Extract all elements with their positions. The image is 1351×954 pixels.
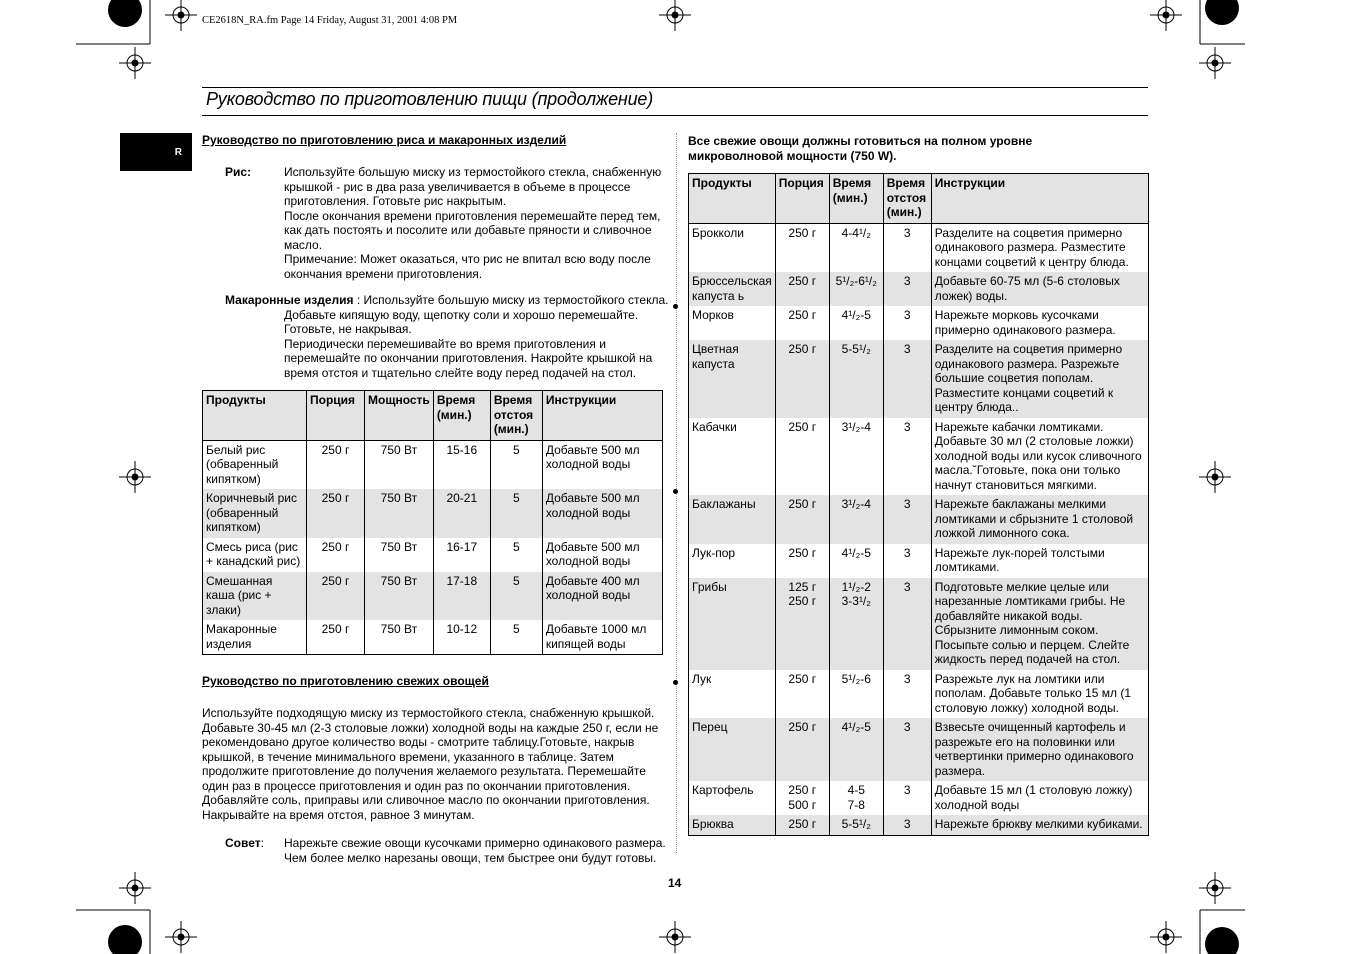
- table-cell: 250 г: [775, 340, 829, 418]
- bullet-dot: [673, 680, 678, 685]
- table-cell: 16-17: [433, 538, 490, 572]
- table-row: [203, 489, 663, 538]
- page-title: Руководство по приготовлению пищи (продолжение): [206, 89, 654, 109]
- table-row: [689, 544, 1149, 578]
- rice-table: [202, 390, 663, 655]
- table-cell: 5: [490, 538, 542, 572]
- table-cell: Грибы: [689, 578, 776, 670]
- column-header: Инструкции: [931, 174, 1148, 224]
- table-cell: 250 г: [775, 718, 829, 781]
- column-header: Мощность: [365, 391, 434, 441]
- table-cell: 250 г: [775, 815, 829, 835]
- table-cell: 4¹/₂-5: [829, 544, 883, 578]
- table-cell: Добавьте 500 мл холодной воды: [542, 538, 662, 572]
- tip-text: Нарежьте свежие овощи кусочками примерно одинакового размера. Чем более мелко нарезаны овощи, тем быстрее они будут готовы.: [284, 836, 666, 865]
- table-cell: 750 Вт: [365, 620, 434, 655]
- table-cell: 5: [490, 572, 542, 621]
- table-cell: 3: [883, 718, 931, 781]
- table-row: [689, 815, 1149, 835]
- table-cell: Добавьте 500 мл холодной воды: [542, 440, 662, 489]
- column-header: Порция: [307, 391, 365, 441]
- table-cell: 3: [883, 578, 931, 670]
- table-row: [689, 578, 1149, 670]
- table-cell: Цветная капуста: [689, 340, 776, 418]
- bullet-dot: [673, 489, 678, 494]
- table-cell: 3: [883, 306, 931, 340]
- table-cell: 17-18: [433, 572, 490, 621]
- table-cell: 3: [883, 544, 931, 578]
- table-cell: Смешанная каша (рис + злаки): [203, 572, 307, 621]
- table-cell: 3¹/₂-4: [829, 418, 883, 496]
- table-cell: 3: [883, 340, 931, 418]
- table-row: [203, 572, 663, 621]
- table-cell: 250 г: [775, 272, 829, 306]
- table-header-row: [689, 174, 1149, 224]
- table-cell: Нарежьте брюкву мелкими кубиками.: [931, 815, 1148, 835]
- table-cell: Морков: [689, 306, 776, 340]
- table-cell: 250 г 500 г: [775, 781, 829, 815]
- table-cell: 750 Вт: [365, 440, 434, 489]
- vegetables-text: Используйте подходящую миску из термостойкого стекла, снабженную крышкой. Добавьте 30-45 мл (2-3 столовые ложки) холодной воды на каждые 250 г, если не рекомендовано другое количество воды - смотрите таблицу.Готовьте, накрыв крышкой, в течение минимального времени, указанного в таблице. Затем продолжите приготовление до получения желаемого результата. Перемешайте один раз в процессе приготовления и один раз по окончании приготовления. Добавляйте соль, приправы или сливочное масло по окончании приготовления. Накрывайте на время отстоя, равное 3 минутам.: [202, 706, 659, 822]
- table-cell: 250 г: [307, 440, 365, 489]
- bullet-dot: [673, 304, 678, 309]
- table-cell: 5-5¹/₂: [829, 815, 883, 835]
- title-top-rule: [202, 87, 1148, 88]
- table-cell: 250 г: [775, 306, 829, 340]
- pasta-first-line: Макаронные изделия : Используйте большую миску из термостойкого стекла.: [225, 293, 669, 307]
- table-cell: 750 Вт: [365, 538, 434, 572]
- table-cell: 3: [883, 781, 931, 815]
- rice-heading: Руководство по приготовлению риса и макаронных изделий: [202, 133, 567, 147]
- table-cell: 3¹/₂-4: [829, 495, 883, 544]
- table-row: [689, 223, 1149, 272]
- column-header: Время отстоя (мин.): [883, 174, 931, 224]
- title-bottom-rule: [202, 115, 1148, 116]
- table-cell: 5: [490, 489, 542, 538]
- column-header: Время отстоя (мин.): [490, 391, 542, 441]
- vegetables-table: [688, 173, 1149, 836]
- table-row: [689, 306, 1149, 340]
- table-row: [689, 418, 1149, 496]
- table-row: [203, 538, 663, 572]
- table-cell: Нарежьте кабачки ломтиками. Добавьте 30 мл (2 столовые ложки) холодной воды или кусок сливочного масла.˘Готовьте, пока они только начнут становиться мягкими.: [931, 418, 1148, 496]
- table-cell: 3: [883, 272, 931, 306]
- column-header: Время (мин.): [433, 391, 490, 441]
- table-cell: 5-5¹/₂: [829, 340, 883, 418]
- table-row: [203, 620, 663, 655]
- table-cell: Нарежьте морковь кусочками примерно одинакового размера.: [931, 306, 1148, 340]
- table-cell: 4¹/₂-5: [829, 718, 883, 781]
- rice-text: Используйте большую миску из термостойкого стекла, снабженную крышкой - рис в два раза увеличивается в объеме в процессе приготовления. Готовьте рис накрытым. После окончания времени приготовления перемешайте перед тем, как дать постоять и посолите или добавьте пряности и сливочное масло. Примечание: Может оказаться, что рис не впитал всю воду после окончания времени приготовления.: [284, 165, 662, 281]
- table-cell: Нарежьте баклажаны мелкими ломтиками и сбрызните 1 столовой ложкой лимонного сока.: [931, 495, 1148, 544]
- table-row: [689, 670, 1149, 719]
- table-cell: Кабачки: [689, 418, 776, 496]
- vegetables-heading: Руководство по приготовлению свежих овощей: [202, 674, 489, 688]
- table-cell: 250 г: [307, 489, 365, 538]
- table-cell: 250 г: [775, 544, 829, 578]
- page-number: 14: [668, 876, 682, 890]
- column-header: Время (мин.): [829, 174, 883, 224]
- table-cell: Нарежьте лук-порей толстыми ломтиками.: [931, 544, 1148, 578]
- table-cell: Брюква: [689, 815, 776, 835]
- table-cell: 750 Вт: [365, 489, 434, 538]
- table-cell: Добавьте 60-75 мл (5-6 столовых ложек) воды.: [931, 272, 1148, 306]
- table-row: [689, 340, 1149, 418]
- table-cell: Добавьте 1000 мл кипящей воды: [542, 620, 662, 655]
- column-header: Продукты: [203, 391, 307, 441]
- table-cell: 3: [883, 815, 931, 835]
- table-cell: Картофель: [689, 781, 776, 815]
- table-cell: 20-21: [433, 489, 490, 538]
- table-cell: 4¹/₂-5: [829, 306, 883, 340]
- table-cell: 250 г: [307, 572, 365, 621]
- table-cell: Баклажаны: [689, 495, 776, 544]
- column-header: Продукты: [689, 174, 776, 224]
- table-cell: 3: [883, 670, 931, 719]
- table-cell: Перец: [689, 718, 776, 781]
- table-cell: 4-4¹/₂: [829, 223, 883, 272]
- table-cell: Брюссельская капуста ь: [689, 272, 776, 306]
- table-cell: Разрежьте лук на ломтики или пополам. Добавьте только 15 мл (1 столовую ложку) холодной воды.: [931, 670, 1148, 719]
- table-cell: 250 г: [307, 538, 365, 572]
- table-cell: 3: [883, 418, 931, 496]
- table-cell: 750 Вт: [365, 572, 434, 621]
- rice-label: Рис:: [225, 165, 252, 179]
- table-cell: 3: [883, 223, 931, 272]
- table-cell: Подготовьте мелкие целые или нарезанные ломтиками грибы. Не добавляйте никакой воды. Сбрызните лимонным соком. Посыпьте солью и перцем. Слейте жидкость перед подачей на стол.: [931, 578, 1148, 670]
- column-header: Порция: [775, 174, 829, 224]
- tip-label-wrap: Совет:: [225, 836, 264, 850]
- table-cell: Добавьте 500 мл холодной воды: [542, 489, 662, 538]
- table-row: [689, 495, 1149, 544]
- vegetables-power-note: Все свежие овощи должны готовиться на полном уровне микроволновой мощности (750 W).: [688, 134, 1033, 163]
- table-cell: 1¹/₂-2 3-3¹/₂: [829, 578, 883, 670]
- table-row: [689, 718, 1149, 781]
- table-cell: 5: [490, 620, 542, 655]
- language-tab: R: [120, 133, 192, 171]
- table-cell: 250 г: [307, 620, 365, 655]
- table-row: [689, 272, 1149, 306]
- table-cell: 250 г: [775, 418, 829, 496]
- table-cell: Макаронные изделия: [203, 620, 307, 655]
- table-cell: 5¹/₂-6: [829, 670, 883, 719]
- table-cell: Брокколи: [689, 223, 776, 272]
- file-info: CE2618N_RA.fm Page 14 Friday, August 31, 2001 4:08 PM: [202, 15, 458, 26]
- table-cell: 5: [490, 440, 542, 489]
- table-cell: 15-16: [433, 440, 490, 489]
- table-cell: Добавьте 400 мл холодной воды: [542, 572, 662, 621]
- table-cell: 250 г: [775, 670, 829, 719]
- table-cell: 125 г 250 г: [775, 578, 829, 670]
- table-cell: Лук-пор: [689, 544, 776, 578]
- table-cell: Взвесьте очищенный картофель и разрежьте его на половинки или четвертинки примерно одинакового размера.: [931, 718, 1148, 781]
- table-cell: 10-12: [433, 620, 490, 655]
- table-cell: Добавьте 15 мл (1 столовую ложку) холодной воды: [931, 781, 1148, 815]
- table-cell: 3: [883, 495, 931, 544]
- table-cell: Лук: [689, 670, 776, 719]
- table-row: [203, 440, 663, 489]
- table-cell: Разделите на соцветия примерно одинакового размера. Разрежьте большие соцветия пополам. Разместите концами соцветий к центру блюда..: [931, 340, 1148, 418]
- table-cell: 250 г: [775, 223, 829, 272]
- pasta-label: Макаронные изделия: [225, 293, 354, 307]
- table-cell: 4-5 7-8: [829, 781, 883, 815]
- table-cell: Коричневый рис (обваренный кипятком): [203, 489, 307, 538]
- table-cell: 5¹/₂-6¹/₂: [829, 272, 883, 306]
- table-cell: Разделите на соцветия примерно одинакового размера. Разместите концами соцветий к центру блюда.: [931, 223, 1148, 272]
- table-header-row: [203, 391, 663, 441]
- tip-label: Совет: [225, 836, 261, 850]
- table-cell: Смесь риса (рис + канадский рис): [203, 538, 307, 572]
- table-row: [689, 781, 1149, 815]
- table-cell: Белый рис (обваренный кипятком): [203, 440, 307, 489]
- table-cell: 250 г: [775, 495, 829, 544]
- pasta-text: Добавьте кипящую воду, щепотку соли и хорошо перемешайте. Готовьте, не накрывая. Периодически перемешивайте во время приготовления и перемешайте по окончании приготовления. Накройте крышкой на время отстоя и тщательно слейте воду перед подачей на стол.: [284, 307, 653, 380]
- column-header: Инструкции: [542, 391, 662, 441]
